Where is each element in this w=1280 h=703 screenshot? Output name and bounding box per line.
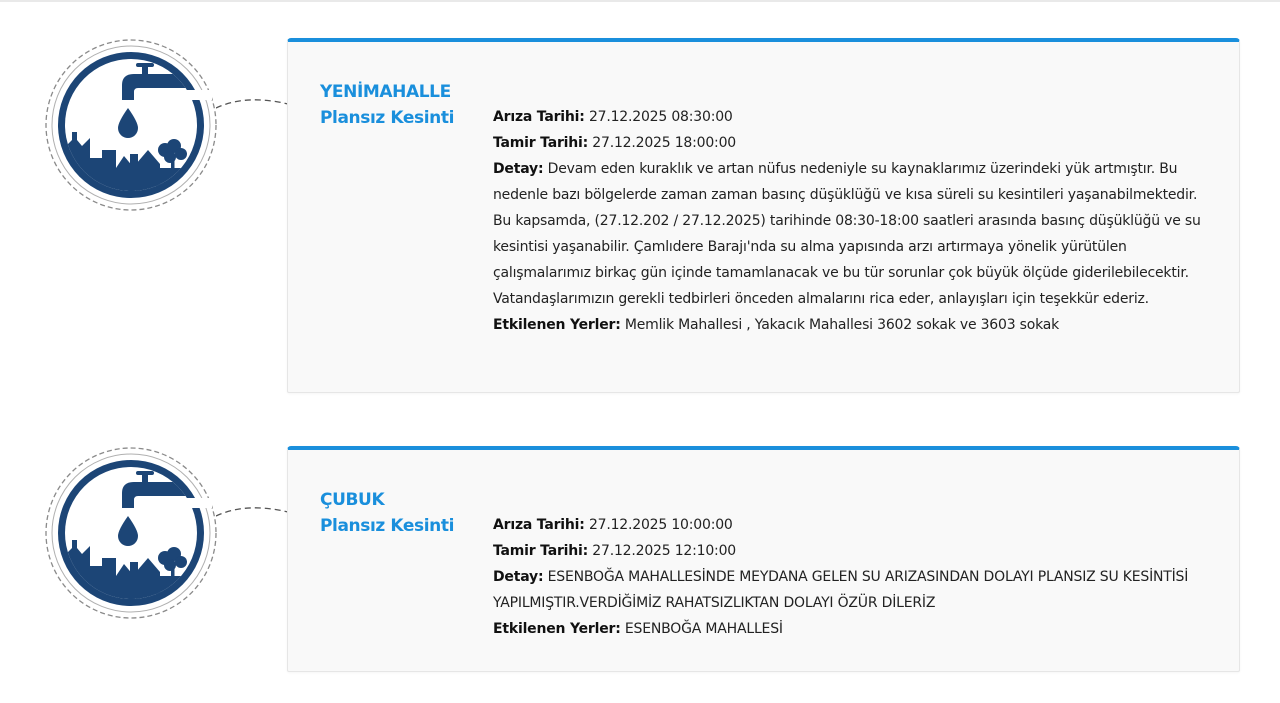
water-outage-faucet-city-icon: [44, 446, 218, 620]
fault-date-label: Arıza Tarihi:: [493, 109, 585, 125]
outage-type: Plansız Kesinti: [320, 108, 455, 128]
fault-date-label: Arıza Tarihi:: [493, 517, 585, 533]
fault-date-row: [493, 512, 1218, 538]
district-name: ÇUBUK: [320, 490, 385, 510]
timeline-connector: [216, 504, 290, 524]
outage-card: [287, 38, 1240, 393]
detail-text: Devam eden kuraklık ve artan nüfus nedeniyle su kaynaklarımız üzerindeki yük artmıştır. Bu nedenle bazı bölgelerde zaman zaman basınç düşüklüğü ve kısa süreli su kesintileri yaşanabilmektedir. Bu kapsamda, (27.12.202 / 27.12.2025) tarihinde 08:30-18:00 saatleri arasında basınç düşüklüğü ve su kesintisi yaşanabilir. Çamlıdere Barajı'nda su alma yapısında arzı artırmaya yönelik yürütülen çalışmalarımız birkaç gün içinde tamamlanacak ve bu tür sorunlar çok büyük ölçüde giderilebilecektir. Vatandaşlarımızın gerekli tedbirleri önceden almalarını rica eder, anlayışları için teşekkür ederiz.: [493, 161, 1201, 307]
detail-label: Detay:: [493, 161, 544, 177]
affected-row: [493, 616, 1218, 642]
affected-label: Etkilenen Yerler:: [493, 317, 621, 333]
fault-date-value: 27.12.2025 10:00:00: [588, 517, 733, 533]
repair-date-row: [493, 130, 1218, 156]
repair-date-value: 27.12.2025 12:10:00: [592, 543, 736, 559]
detail-label: Detay:: [493, 569, 544, 585]
detail-text: ESENBOĞA MAHALLESİNDE MEYDANA GELEN SU ARIZASINDAN DOLAYI PLANSIZ SU KESİNTİSİ YAPILMIŞTIR.VERDİĞİMİZ RAHATSIZLIKTAN DOLAYI ÖZÜR DİLERİZ: [493, 569, 1189, 611]
top-divider: [0, 0, 1280, 2]
repair-date-label: Tamir Tarihi:: [493, 135, 589, 151]
outage-card: [287, 446, 1240, 672]
fault-date-row: [493, 104, 1218, 130]
outage-details: [493, 512, 1218, 642]
region-heading: [320, 79, 470, 131]
district-name: YENİMAHALLE: [320, 82, 451, 102]
affected-value: Memlik Mahallesi , Yakacık Mahallesi 3602 sokak ve 3603 sokak: [624, 317, 1060, 333]
water-outage-faucet-city-icon: [44, 38, 218, 212]
detail-row: [493, 564, 1218, 616]
repair-date-label: Tamir Tarihi:: [493, 543, 589, 559]
region-heading: [320, 487, 470, 539]
repair-date-row: [493, 538, 1218, 564]
detail-row: [493, 156, 1218, 312]
affected-value: ESENBOĞA MAHALLESİ: [624, 621, 783, 637]
fault-date-value: 27.12.2025 08:30:00: [588, 109, 733, 125]
timeline-connector: [216, 96, 290, 116]
affected-row: [493, 312, 1218, 338]
affected-label: Etkilenen Yerler:: [493, 621, 621, 637]
outage-details: [493, 104, 1218, 338]
outage-type: Plansız Kesinti: [320, 516, 455, 536]
repair-date-value: 27.12.2025 18:00:00: [592, 135, 736, 151]
